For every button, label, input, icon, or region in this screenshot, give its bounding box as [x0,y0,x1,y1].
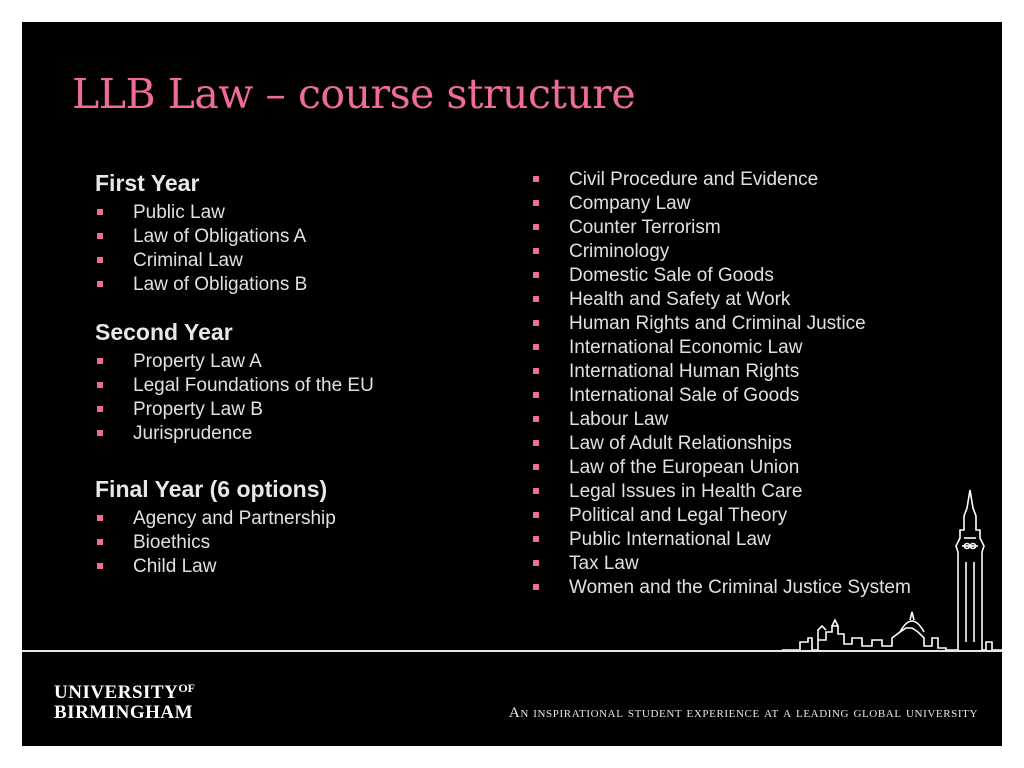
list-item-label: International Economic Law [569,337,803,358]
list-item-label: Property Law B [133,399,263,420]
list-item-label: Law of Obligations A [133,226,307,247]
slide-title: LLB Law – course structure [72,70,636,118]
list-item-label: Public International Law [569,529,771,550]
slide [22,22,1002,746]
bullet-icon [97,515,103,521]
bullet-icon [97,257,103,263]
list-item-label: Legal Foundations of the EU [133,375,374,396]
university-logo [54,678,195,723]
list-item-label: Civil Procedure and Evidence [569,169,819,190]
bullet-icon [533,440,539,446]
bullet-icon [533,464,539,470]
logo-line2: BIRMINGHAM [54,702,194,723]
bullet-icon [533,488,539,494]
list-item [95,273,495,297]
bullet-icon [533,416,539,422]
list-item [531,168,971,192]
list-item-label: Tax Law [569,553,639,574]
list-item [531,240,971,264]
bullet-icon [533,248,539,254]
list-item-label: Domestic Sale of Goods [569,265,774,286]
list-item-label: Agency and Partnership [133,508,336,529]
list-item [531,336,971,360]
list-item [95,225,495,249]
list-item [95,507,495,531]
list-item-label: Health and Safety at Work [569,289,791,310]
section-heading-final-year: Final Year (6 options) [95,476,328,502]
list-item-label: Bioethics [133,532,211,553]
bullet-icon [97,563,103,569]
list-item [95,374,495,398]
second-year-list [95,350,495,446]
list-item-label: Women and the Criminal Justice System [569,577,911,598]
bullet-icon [97,358,103,364]
list-item-label: International Human Rights [569,361,800,382]
bullet-icon [533,368,539,374]
bullet-icon [97,209,103,215]
logo-of: OF [178,681,195,695]
list-item-label: Law of Obligations B [133,274,308,295]
logo-line1: UNIVERSITY [54,682,179,703]
bullet-icon [533,200,539,206]
final-year-list [95,507,495,579]
list-item [531,384,971,408]
list-item [95,398,495,422]
bullet-icon [533,536,539,542]
list-item-label: Child Law [133,556,217,577]
list-item [95,350,495,374]
bullet-icon [97,406,103,412]
list-item [531,312,971,336]
bullet-icon [533,224,539,230]
list-item [95,555,495,579]
list-item [531,216,971,240]
list-item-label: Counter Terrorism [569,217,721,238]
bullet-icon [97,281,103,287]
list-item [531,264,971,288]
list-item-label: Legal Issues in Health Care [569,481,803,502]
left-column [95,168,495,579]
list-item-label: Labour Law [569,409,669,430]
list-item-label: International Sale of Goods [569,385,800,406]
bullet-icon [533,320,539,326]
bullet-icon [97,382,103,388]
footer-divider [22,650,1002,652]
list-item-label: Property Law A [133,351,262,372]
list-item-label: Public Law [133,202,225,223]
bullet-icon [533,512,539,518]
bullet-icon [533,584,539,590]
list-item-label: Company Law [569,193,691,214]
first-year-list [95,201,495,297]
list-item [95,201,495,225]
list-item-label: Law of the European Union [569,457,800,478]
bullet-icon [97,233,103,239]
birmingham-skyline-icon [782,442,1002,654]
section-heading-second-year: Second Year [95,319,233,345]
list-item [95,249,495,273]
bullet-icon [97,539,103,545]
bullet-icon [533,392,539,398]
list-item [531,192,971,216]
list-item-label: Political and Legal Theory [569,505,788,526]
list-item-label: Human Rights and Criminal Justice [569,313,866,334]
bullet-icon [97,430,103,436]
footer-tagline: An inspirational student experience at a leading global university [508,705,978,721]
list-item [531,360,971,384]
list-item [531,288,971,312]
bullet-icon [533,272,539,278]
list-item-label: Law of Adult Relationships [569,433,792,454]
list-item [531,408,971,432]
bullet-icon [533,176,539,182]
list-item [95,422,495,446]
list-item-label: Criminal Law [133,250,243,271]
list-item [95,531,495,555]
bullet-icon [533,344,539,350]
bullet-icon [533,560,539,566]
list-item-label: Criminology [569,241,670,262]
bullet-icon [533,296,539,302]
list-item-label: Jurisprudence [133,423,253,444]
section-heading-first-year: First Year [95,170,200,196]
